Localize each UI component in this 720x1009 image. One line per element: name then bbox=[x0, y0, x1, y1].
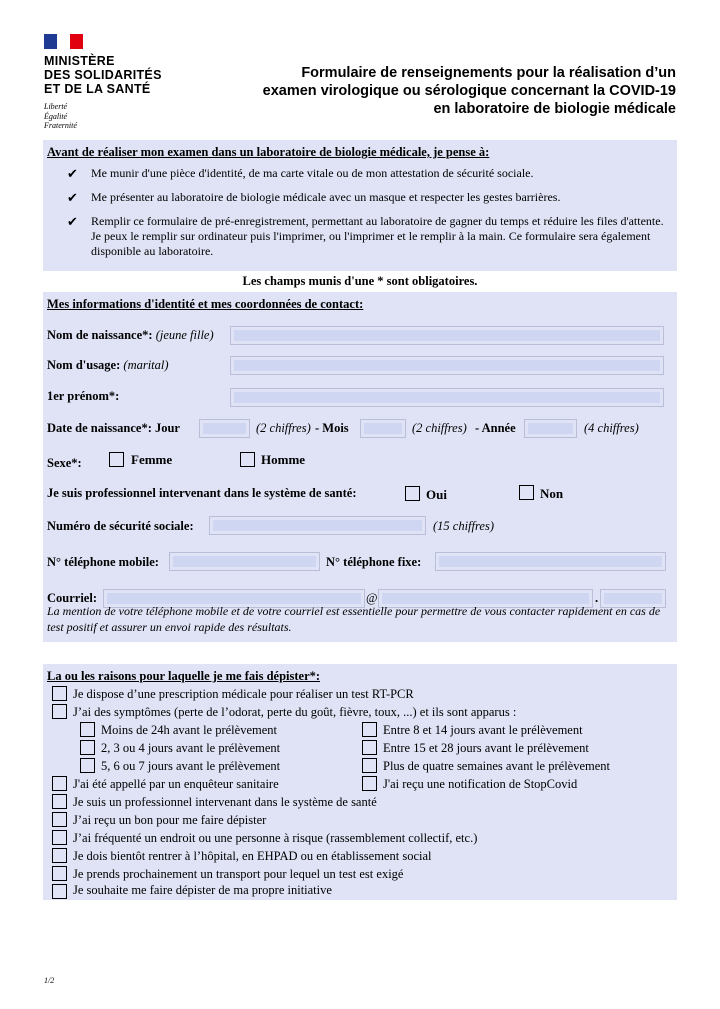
reasons-section bbox=[43, 664, 677, 900]
title-line: Formulaire de renseignements pour la réalisation d’un bbox=[301, 65, 676, 81]
symptom-option-label: 2, 3 ou 4 jours avant le prélèvement bbox=[101, 741, 281, 755]
symptom-option-label: Plus de quatre semaines avant le prélèvement bbox=[383, 759, 611, 773]
reason-label: Je dois bientôt rentrer à l’hôpital, en EHPAD ou en établissement social bbox=[73, 849, 432, 863]
reason-investigator-checkbox[interactable] bbox=[52, 776, 67, 791]
symptom-option-checkbox[interactable] bbox=[362, 722, 377, 737]
page-number: 1/2 bbox=[44, 976, 55, 985]
dob-month-label: - Mois bbox=[315, 421, 349, 435]
contact-note: La mention de votre téléphone mobile et de votre courriel est essentielle pour permettre de vous contacter rapidement en cas de test positif et assurer un envoi rapide des résultats. bbox=[47, 604, 661, 634]
reason-symptoms-label: J’ai des symptômes (perte de l’odorat, perte du goût, fièvre, toux, ...) et ils sont apparus : bbox=[73, 705, 517, 719]
label-text: Nom d'usage: bbox=[47, 358, 121, 372]
reason-label: J’ai reçu un bon pour me faire dépister bbox=[73, 813, 267, 827]
mobile-label: N° téléphone mobile: bbox=[47, 555, 159, 569]
before-title: Avant de réaliser mon examen dans un laboratoire de biologie médicale, je pense à: bbox=[47, 145, 490, 159]
motto-line: Fraternité bbox=[44, 121, 77, 130]
health-pro-no-checkbox[interactable] bbox=[519, 485, 534, 500]
dob-year-label: - Année bbox=[475, 421, 516, 435]
symptom-option-label: Entre 15 et 28 jours avant le prélèvement bbox=[383, 741, 589, 755]
health-pro-label: Je suis professionnel intervenant dans le système de santé: bbox=[47, 486, 357, 500]
email-dot: . bbox=[595, 591, 599, 605]
first-name-field[interactable] bbox=[230, 388, 664, 407]
reason-label: J’ai fréquenté un endroit ou une personne à risque (rassemblement collectif, etc.) bbox=[73, 831, 478, 845]
dob-month-hint: (2 chiffres) bbox=[412, 421, 467, 435]
ssn-hint: (15 chiffres) bbox=[433, 519, 494, 533]
symptom-option-label: Entre 8 et 14 jours avant le prélèvement bbox=[383, 723, 583, 737]
check-icon: ✔ bbox=[67, 190, 78, 205]
first-name-label: 1er prénom*: bbox=[47, 389, 120, 403]
ministry-name bbox=[44, 54, 162, 96]
reason-checkbox[interactable] bbox=[52, 884, 67, 899]
reason-checkbox[interactable] bbox=[52, 848, 67, 863]
health-pro-no-label: Non bbox=[540, 486, 564, 501]
motto bbox=[44, 102, 77, 131]
sex-male-checkbox[interactable] bbox=[240, 452, 255, 467]
ministry-line: DES SOLIDARITÉS bbox=[44, 68, 162, 82]
dob-month-field[interactable] bbox=[360, 419, 406, 438]
birth-name-label bbox=[47, 328, 214, 343]
symptom-option-checkbox[interactable] bbox=[80, 722, 95, 737]
reason-label: Je suis un professionnel intervenant dans le système de santé bbox=[73, 795, 377, 809]
check-icon: ✔ bbox=[67, 166, 78, 181]
symptom-option-label: Moins de 24h avant le prélèvement bbox=[101, 723, 277, 737]
reason-prescription-checkbox[interactable] bbox=[52, 686, 67, 701]
reason-checkbox[interactable] bbox=[52, 812, 67, 827]
title-line: examen virologique ou sérologique concernant la COVID-19 bbox=[262, 83, 676, 99]
sex-female-label: Femme bbox=[131, 452, 173, 467]
page-title bbox=[206, 64, 676, 118]
sex-male-label: Homme bbox=[261, 452, 306, 467]
reason-checkbox[interactable] bbox=[52, 794, 67, 809]
before-item-text: Me munir d'une pièce d'identité, de ma carte vitale ou de mon attestation de sécurité sociale. bbox=[91, 166, 534, 180]
label-hint: (marital) bbox=[123, 358, 169, 372]
before-section bbox=[43, 140, 677, 271]
ssn-field[interactable] bbox=[209, 516, 426, 535]
dob-year-hint: (4 chiffres) bbox=[584, 421, 639, 435]
title-line: en laboratoire de biologie médicale bbox=[433, 101, 676, 117]
reason-checkbox[interactable] bbox=[52, 830, 67, 845]
reason-label: Je souhaite me faire dépister de ma propre initiative bbox=[73, 883, 332, 897]
symptom-option-checkbox[interactable] bbox=[80, 758, 95, 773]
symptom-option-checkbox[interactable] bbox=[80, 740, 95, 755]
health-pro-yes-checkbox[interactable] bbox=[405, 486, 420, 501]
republic-flag-logo bbox=[44, 34, 83, 49]
health-pro-yes-label: Oui bbox=[426, 487, 447, 502]
before-item-text: Remplir ce formulaire de pré-enregistrement, permettant au laboratoire de gagner du temps et réduire les files d'attente. Je peux le remplir sur ordinateur puis l'imprimer, ou l'imprimer et le remplir à la main. Ce formulaire sera également disponible au laboratoire. bbox=[91, 214, 664, 258]
symptom-option-checkbox[interactable] bbox=[362, 758, 377, 773]
reasons-title: La ou les raisons pour laquelle je me fais dépister*: bbox=[47, 669, 321, 683]
ssn-label: Numéro de sécurité sociale: bbox=[47, 519, 194, 533]
motto-line: Égalité bbox=[44, 111, 68, 121]
symptom-option-checkbox[interactable] bbox=[362, 740, 377, 755]
identity-section bbox=[43, 292, 677, 642]
motto-line: Liberté bbox=[44, 102, 68, 111]
sex-female-checkbox[interactable] bbox=[109, 452, 124, 467]
reason-stopcovid-checkbox[interactable] bbox=[362, 776, 377, 791]
symptom-option-label: 5, 6 ou 7 jours avant le prélèvement bbox=[101, 759, 281, 773]
dob-label: Date de naissance*: Jour bbox=[47, 421, 180, 435]
email-label: Courriel: bbox=[47, 591, 97, 605]
usage-name-field[interactable] bbox=[230, 356, 664, 375]
birth-name-field[interactable] bbox=[230, 326, 664, 345]
usage-name-label bbox=[47, 358, 169, 373]
check-icon: ✔ bbox=[67, 214, 78, 229]
landline-label: N° téléphone fixe: bbox=[326, 555, 422, 569]
reason-checkbox[interactable] bbox=[52, 866, 67, 881]
reason-label: Je prends prochainement un transport pour lequel un test est exigé bbox=[73, 867, 404, 881]
reason-stopcovid-label: J'ai reçu une notification de StopCovid bbox=[383, 777, 578, 791]
mandatory-note: Les champs munis d'une * sont obligatoires. bbox=[242, 274, 478, 288]
email-at: @ bbox=[366, 591, 378, 605]
label-text: Nom de naissance*: bbox=[47, 328, 153, 342]
before-item-text: Me présenter au laboratoire de biologie médicale avec un masque et respecter les gestes barrières. bbox=[91, 190, 561, 204]
dob-day-field[interactable] bbox=[199, 419, 250, 438]
landline-field[interactable] bbox=[435, 552, 666, 571]
label-hint: (jeune fille) bbox=[155, 328, 214, 342]
mobile-field[interactable] bbox=[169, 552, 320, 571]
ministry-line: ET DE LA SANTÉ bbox=[44, 82, 151, 96]
reason-symptoms-checkbox[interactable] bbox=[52, 704, 67, 719]
ministry-line: MINISTÈRE bbox=[44, 54, 115, 68]
sex-label: Sexe*: bbox=[47, 456, 82, 470]
dob-year-field[interactable] bbox=[524, 419, 577, 438]
reason-prescription-label: Je dispose d’une prescription médicale pour réaliser un test RT-PCR bbox=[73, 687, 414, 701]
identity-title: Mes informations d'identité et mes coordonnées de contact: bbox=[47, 297, 364, 311]
dob-day-hint: (2 chiffres) bbox=[256, 421, 311, 435]
reason-investigator-label: J'ai été appellé par un enquêteur sanitaire bbox=[73, 777, 279, 791]
